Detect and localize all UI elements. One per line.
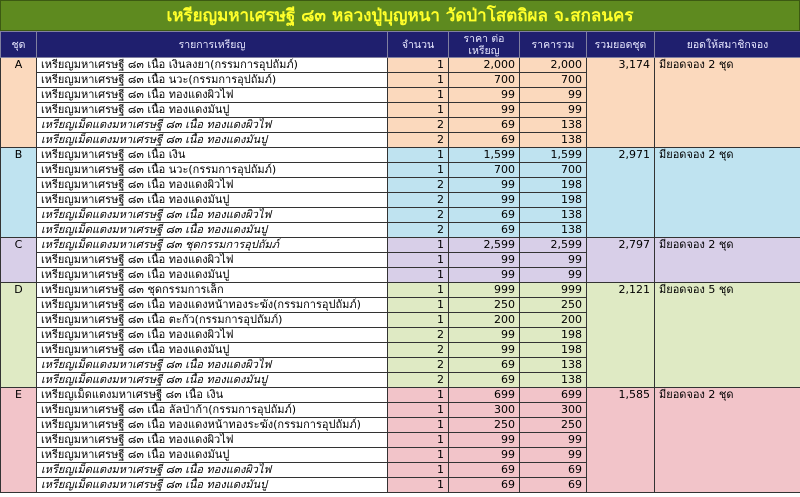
qty-cell: 2 (388, 328, 449, 343)
qty-cell: 1 (388, 58, 449, 73)
header-qty: จำนวน (388, 32, 449, 58)
item-cell: เหรียญมหาเศรษฐี ๘๓ เนื้อ ทองแดงหน้าทองระฆัง(กรรมการอุปถัมภ์) (37, 298, 388, 313)
total-cell: 99 (520, 253, 587, 268)
total-cell: 198 (520, 328, 587, 343)
total-cell: 250 (520, 418, 587, 433)
qty-cell: 1 (388, 103, 449, 118)
price-cell: 1,599 (449, 148, 520, 163)
item-cell: เหรียญเม็ดแตงมหาเศรษฐี ๘๓ เนื้อ ทองแดงผิวไฟ (37, 118, 388, 133)
price-cell: 99 (449, 103, 520, 118)
price-cell: 99 (449, 253, 520, 268)
total-cell: 99 (520, 448, 587, 463)
total-cell: 69 (520, 463, 587, 478)
item-cell: เหรียญมหาเศรษฐี ๘๓ เนื้อ ทองแดงผิวไฟ (37, 88, 388, 103)
qty-cell: 1 (388, 88, 449, 103)
qty-cell: 1 (388, 313, 449, 328)
price-cell: 69 (449, 133, 520, 148)
set-total-cell: 3,174 (587, 58, 655, 148)
price-cell: 99 (449, 178, 520, 193)
table-row (1, 148, 800, 163)
total-cell: 138 (520, 133, 587, 148)
qty-cell: 1 (388, 403, 449, 418)
set-total-cell: 1,585 (587, 388, 655, 493)
qty-cell: 1 (388, 388, 449, 403)
qty-cell: 1 (388, 163, 449, 178)
total-cell: 700 (520, 73, 587, 88)
price-cell: 700 (449, 73, 520, 88)
qty-cell: 2 (388, 223, 449, 238)
price-cell: 99 (449, 328, 520, 343)
item-cell: เหรียญมหาเศรษฐี ๘๓ เนื้อ ลัลป่าก้า(กรรมการอุปถัมภ์) (37, 403, 388, 418)
item-cell: เหรียญมหาเศรษฐี ๘๓ เนื้อ ทองแดงมันปู (37, 193, 388, 208)
header-row (1, 32, 800, 58)
item-cell: เหรียญเม็ดแตงมหาเศรษฐี ๘๓ เนื้อ เงิน (37, 388, 388, 403)
qty-cell: 1 (388, 238, 449, 253)
total-cell: 99 (520, 268, 587, 283)
total-cell: 99 (520, 103, 587, 118)
set-total-cell: 2,971 (587, 148, 655, 238)
total-cell: 250 (520, 298, 587, 313)
qty-cell: 2 (388, 118, 449, 133)
price-cell: 69 (449, 358, 520, 373)
total-cell: 200 (520, 313, 587, 328)
item-cell: เหรียญมหาเศรษฐี ๘๓ เนื้อ ทองแดงมันปู (37, 343, 388, 358)
item-cell: เหรียญมหาเศรษฐี ๘๓ เนื้อ ทองแดงมันปู (37, 448, 388, 463)
item-cell: เหรียญมหาเศรษฐี ๘๓ เนื้อ นวะ(กรรมการอุปถัมภ์) (37, 73, 388, 88)
price-cell: 99 (449, 343, 520, 358)
item-cell: เหรียญเม็ดแตงมหาเศรษฐี ๘๓ เนื้อ ทองแดงมันปู (37, 478, 388, 493)
item-cell: เหรียญมหาเศรษฐี ๘๓ เนื้อ ทองแดงผิวไฟ (37, 253, 388, 268)
qty-cell: 1 (388, 283, 449, 298)
price-cell: 69 (449, 118, 520, 133)
item-cell: เหรียญมหาเศรษฐี ๘๓ เนื้อ นวะ(กรรมการอุปถัมภ์) (37, 163, 388, 178)
qty-cell: 1 (388, 298, 449, 313)
qty-cell: 1 (388, 463, 449, 478)
item-cell: เหรียญเม็ดแตงมหาเศรษฐี ๘๓ เนื้อ ทองแดงมันปู (37, 223, 388, 238)
reserve-note-cell: มียอดจอง 2 ชุด (655, 148, 800, 238)
total-cell: 2,599 (520, 238, 587, 253)
total-cell: 69 (520, 478, 587, 493)
total-cell: 700 (520, 163, 587, 178)
total-cell: 1,599 (520, 148, 587, 163)
table-body (1, 58, 800, 493)
total-cell: 999 (520, 283, 587, 298)
item-cell: เหรียญมหาเศรษฐี ๘๓ เนื้อ ตะกั่ว(กรรมการอุปถัมภ์) (37, 313, 388, 328)
item-cell: เหรียญมหาเศรษฐี ๘๓ เนื้อ เงินลงยา(กรรมการอุปถัมภ์) (37, 58, 388, 73)
set-id-cell: B (1, 148, 37, 238)
sheet-title: เหรียญมหาเศรษฐี ๘๓ หลวงปู่บุญหนา วัดป่าโสตถิผล จ.สกลนคร (0, 0, 800, 31)
price-cell: 99 (449, 448, 520, 463)
total-cell: 699 (520, 388, 587, 403)
header-total: ราคารวม (520, 32, 587, 58)
qty-cell: 1 (388, 73, 449, 88)
total-cell: 99 (520, 433, 587, 448)
price-cell: 300 (449, 403, 520, 418)
table-row (1, 283, 800, 298)
total-cell: 2,000 (520, 58, 587, 73)
qty-cell: 1 (388, 448, 449, 463)
price-cell: 699 (449, 388, 520, 403)
item-cell: เหรียญเม็ดแตงมหาเศรษฐี ๘๓ เนื้อ ทองแดงผิวไฟ (37, 463, 388, 478)
table-row (1, 58, 800, 73)
total-cell: 99 (520, 88, 587, 103)
item-cell: เหรียญมหาเศรษฐี ๘๓ เนื้อ ทองแดงผิวไฟ (37, 178, 388, 193)
item-cell: เหรียญมหาเศรษฐี ๘๓ เนื้อ ทองแดงหน้าทองระฆัง(กรรมการอุปถัมภ์) (37, 418, 388, 433)
qty-cell: 2 (388, 133, 449, 148)
total-cell: 138 (520, 373, 587, 388)
total-cell: 138 (520, 223, 587, 238)
reserve-note-cell: มียอดจอง 2 ชุด (655, 388, 800, 493)
qty-cell: 1 (388, 268, 449, 283)
medal-price-table (0, 31, 800, 493)
total-cell: 138 (520, 358, 587, 373)
total-cell: 198 (520, 343, 587, 358)
header-price: ราคา ต่อเหรียญ (449, 32, 520, 58)
price-cell: 99 (449, 433, 520, 448)
price-cell: 99 (449, 268, 520, 283)
price-cell: 2,599 (449, 238, 520, 253)
item-cell: เหรียญเม็ดแตงมหาเศรษฐี ๘๓ เนื้อ ทองแดงผิวไฟ (37, 358, 388, 373)
price-cell: 2,000 (449, 58, 520, 73)
price-cell: 200 (449, 313, 520, 328)
reserve-note-cell: มียอดจอง 5 ชุด (655, 283, 800, 388)
set-total-cell: 2,797 (587, 238, 655, 283)
price-cell: 250 (449, 298, 520, 313)
price-cell: 69 (449, 223, 520, 238)
set-id-cell: D (1, 283, 37, 388)
item-cell: เหรียญมหาเศรษฐี ๘๓ เนื้อ เงิน (37, 148, 388, 163)
total-cell: 198 (520, 178, 587, 193)
price-cell: 250 (449, 418, 520, 433)
qty-cell: 2 (388, 208, 449, 223)
price-cell: 99 (449, 88, 520, 103)
header-item: รายการเหรียญ (37, 32, 388, 58)
total-cell: 198 (520, 193, 587, 208)
qty-cell: 1 (388, 253, 449, 268)
item-cell: เหรียญเม็ดแตงมหาเศรษฐี ๘๓ เนื้อ ทองแดงมันปู (37, 373, 388, 388)
reserve-note-cell: มียอดจอง 2 ชุด (655, 238, 800, 283)
price-cell: 69 (449, 478, 520, 493)
qty-cell: 2 (388, 343, 449, 358)
qty-cell: 1 (388, 478, 449, 493)
item-cell: เหรียญมหาเศรษฐี ๘๓ ชุดกรรมการเล็ก (37, 283, 388, 298)
price-cell: 69 (449, 208, 520, 223)
price-cell: 99 (449, 193, 520, 208)
qty-cell: 1 (388, 433, 449, 448)
item-cell: เหรียญมหาเศรษฐี ๘๓ เนื้อ ทองแดงผิวไฟ (37, 433, 388, 448)
item-cell: เหรียญเม็ดแตงมหาเศรษฐี ๘๓ เนื้อ ทองแดงผิวไฟ (37, 208, 388, 223)
price-cell: 69 (449, 373, 520, 388)
set-total-cell: 2,121 (587, 283, 655, 388)
table-row (1, 388, 800, 403)
total-cell: 138 (520, 208, 587, 223)
qty-cell: 1 (388, 148, 449, 163)
total-cell: 138 (520, 118, 587, 133)
price-cell: 700 (449, 163, 520, 178)
price-cell: 999 (449, 283, 520, 298)
item-cell: เหรียญมหาเศรษฐี ๘๓ เนื้อ ทองแดงผิวไฟ (37, 328, 388, 343)
item-cell: เหรียญมหาเศรษฐี ๘๓ เนื้อ ทองแดงมันปู (37, 103, 388, 118)
set-id-cell: A (1, 58, 37, 148)
header-reserve: ยอดให้สมาชิกจอง (655, 32, 800, 58)
qty-cell: 1 (388, 418, 449, 433)
header-set-total: รวมยอดชุด (587, 32, 655, 58)
item-cell: เหรียญเม็ดแตงมหาเศรษฐี ๘๓ เนื้อ ทองแดงมันปู (37, 133, 388, 148)
table-row (1, 238, 800, 253)
qty-cell: 2 (388, 373, 449, 388)
reserve-note-cell: มียอดจอง 2 ชุด (655, 58, 800, 148)
set-id-cell: C (1, 238, 37, 283)
total-cell: 300 (520, 403, 587, 418)
qty-cell: 2 (388, 193, 449, 208)
qty-cell: 2 (388, 358, 449, 373)
item-cell: เหรียญมหาเศรษฐี ๘๓ เนื้อ ทองแดงมันปู (37, 268, 388, 283)
header-set: ชุด (1, 32, 37, 58)
item-cell: เหรียญเม็ดแตงมหาเศรษฐี ๘๓ ชุดกรรมการอุปถัมภ์ (37, 238, 388, 253)
set-id-cell: E (1, 388, 37, 493)
price-cell: 69 (449, 463, 520, 478)
qty-cell: 2 (388, 178, 449, 193)
